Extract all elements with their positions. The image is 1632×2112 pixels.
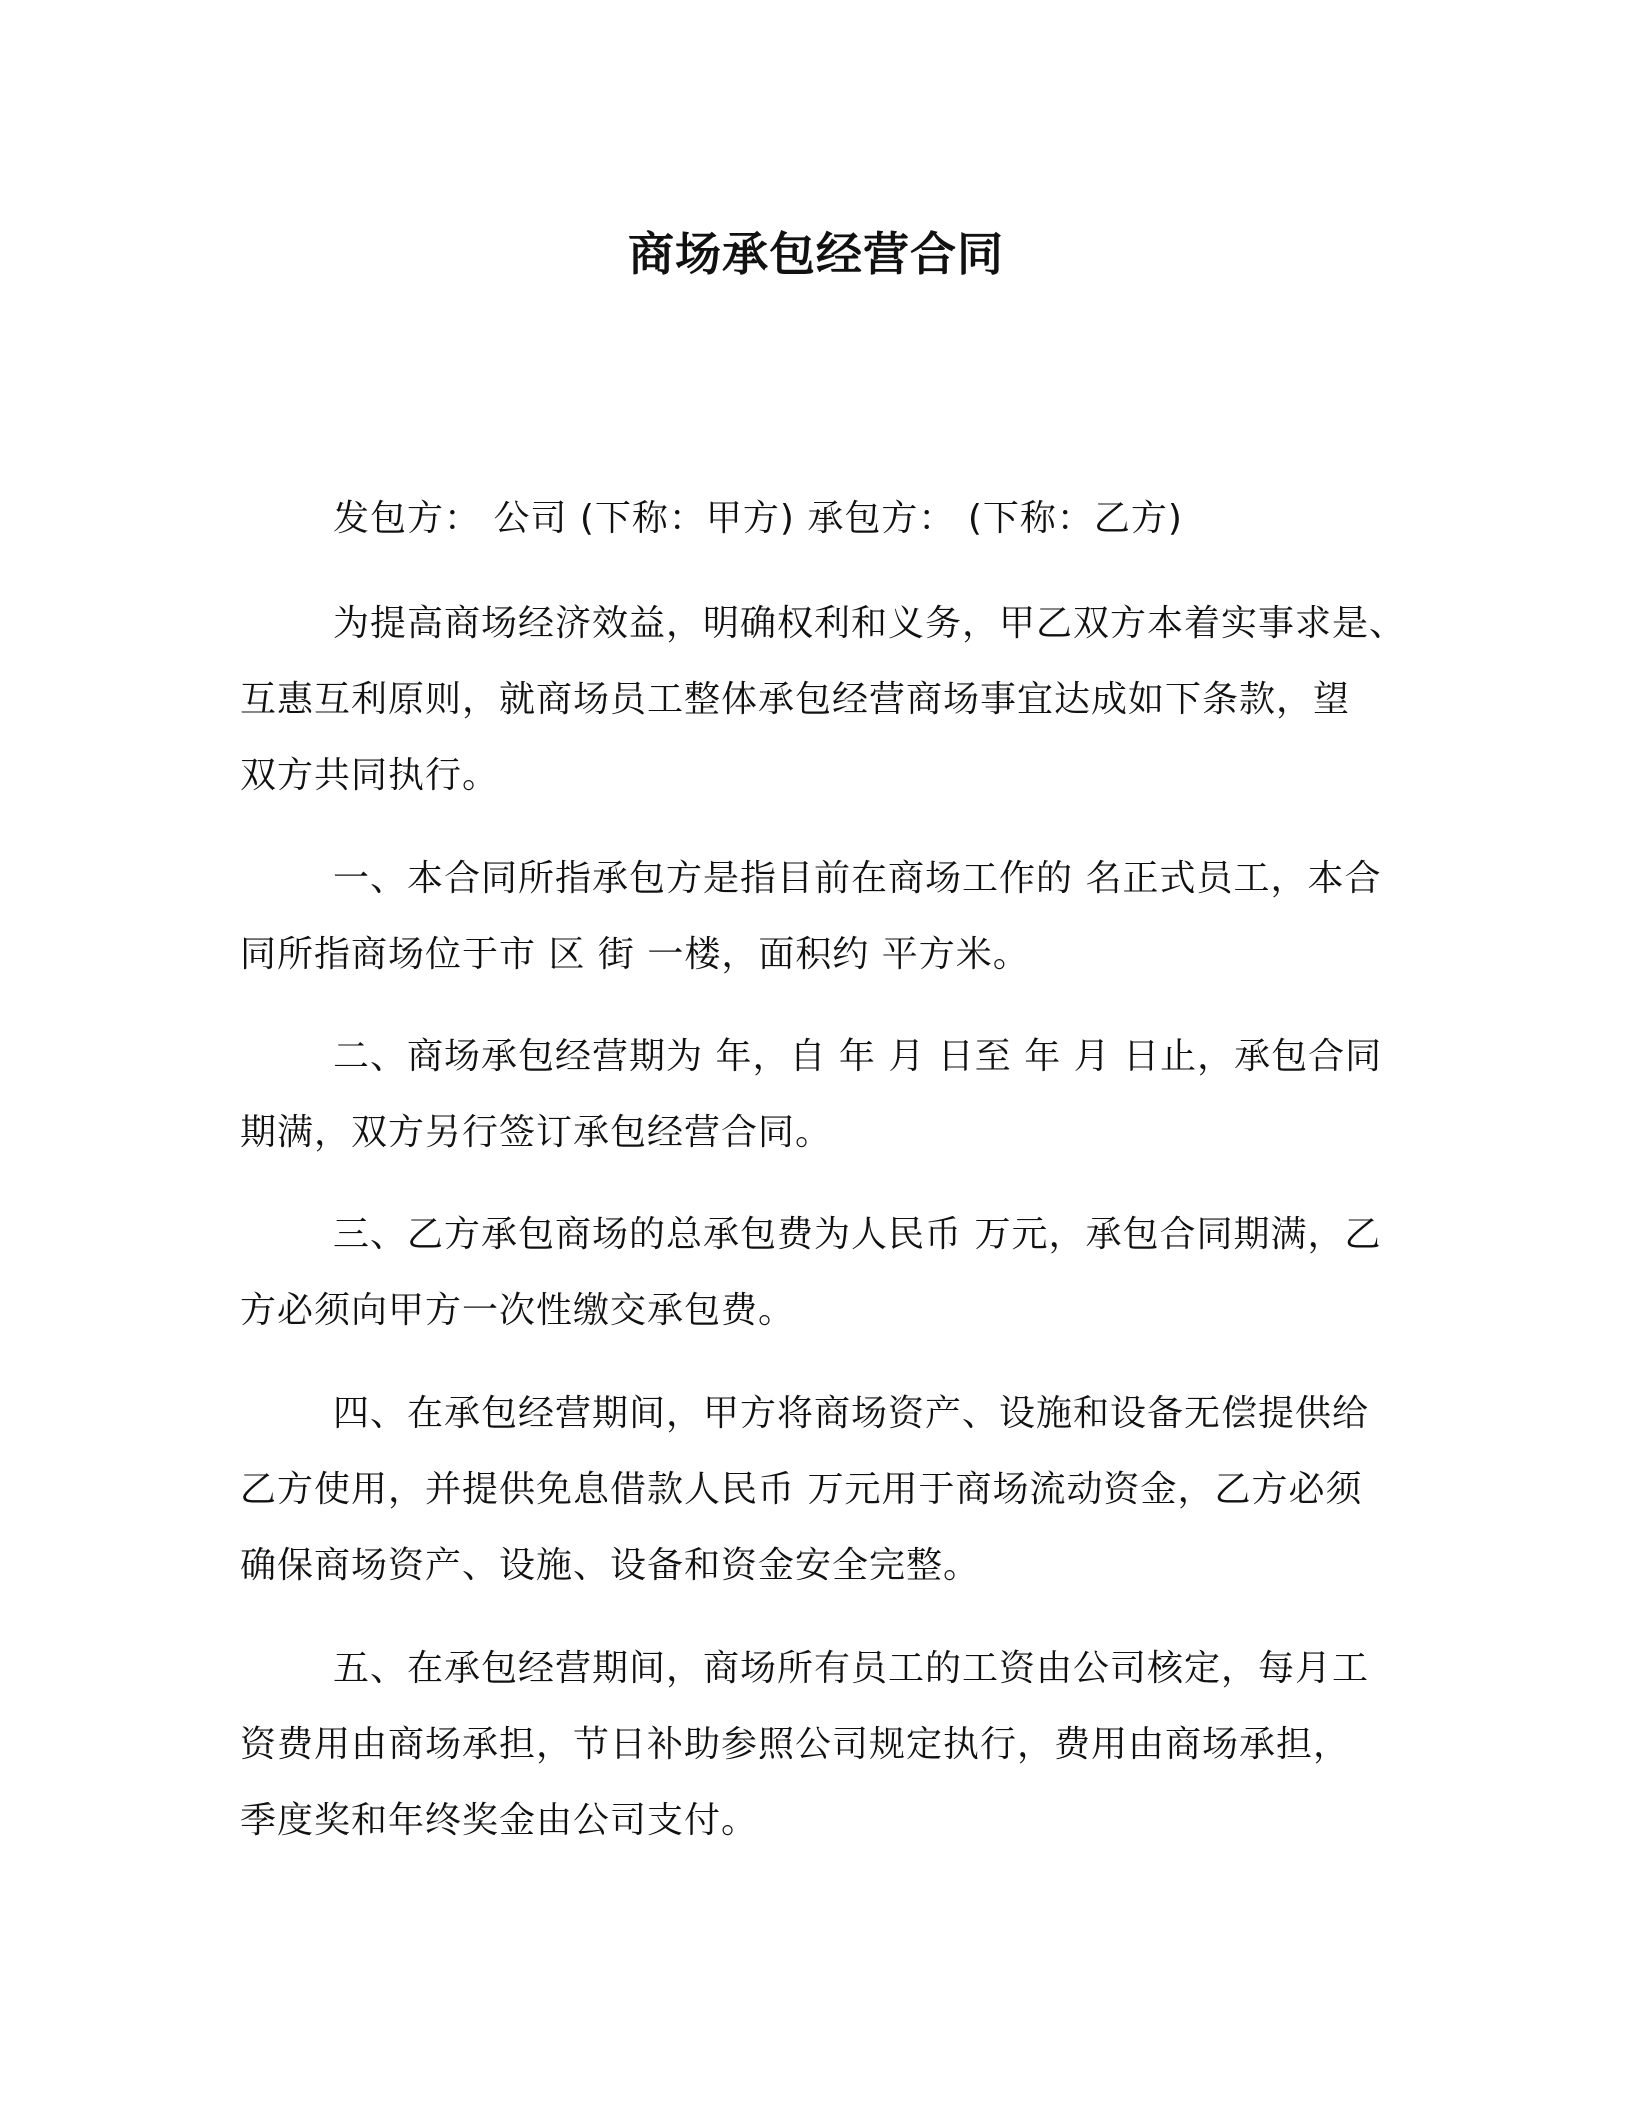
intro-line-3: 双方共同执行。 bbox=[240, 755, 500, 796]
clause-1-line-2: 同所指商场位于市 区 街 一楼，面积约 平方米。 bbox=[240, 934, 1030, 975]
intro-line-1: 为提高商场经济效益，明确权利和义务，甲乙双方本着实事求是、 bbox=[333, 603, 1407, 644]
clause-4-line-1: 四、在承包经营期间，甲方将商场资产、设施和设备无偿提供给 bbox=[333, 1393, 1370, 1434]
clause-3-line-1: 三、乙方承包商场的总承包费为人民币 万元，承包合同期满，乙 bbox=[333, 1214, 1382, 1255]
parties-line: 发包方： 公司 (下称：甲方) 承包方： (下称：乙方) bbox=[333, 498, 1183, 539]
clause-5-line-2: 资费用由商场承担，节日补助参照公司规定执行，费用由商场承担， bbox=[240, 1724, 1351, 1765]
clause-5-line-1: 五、在承包经营期间，商场所有员工的工资由公司核定，每月工 bbox=[333, 1648, 1370, 1689]
clause-5-line-3: 季度奖和年终奖金由公司支付。 bbox=[240, 1800, 759, 1841]
clause-3-line-2: 方必须向甲方一次性缴交承包费。 bbox=[240, 1290, 796, 1331]
document-title: 商场承包经营合同 bbox=[628, 227, 1004, 281]
clause-2-line-1: 二、商场承包经营期为 年，自 年 月 日至 年 月 日止，承包合同 bbox=[333, 1036, 1383, 1077]
clause-2-line-2: 期满，双方另行签订承包经营合同。 bbox=[240, 1112, 833, 1153]
clause-4-line-2: 乙方使用，并提供免息借款人民币 万元用于商场流动资金，乙方必须 bbox=[240, 1469, 1363, 1510]
clause-4-line-3: 确保商场资产、设施、设备和资金安全完整。 bbox=[240, 1545, 981, 1586]
intro-line-2: 互惠互利原则，就商场员工整体承包经营商场事宜达成如下条款，望 bbox=[240, 679, 1351, 720]
clause-1-line-1: 一、本合同所指承包方是指目前在商场工作的 名正式员工，本合 bbox=[333, 858, 1382, 899]
